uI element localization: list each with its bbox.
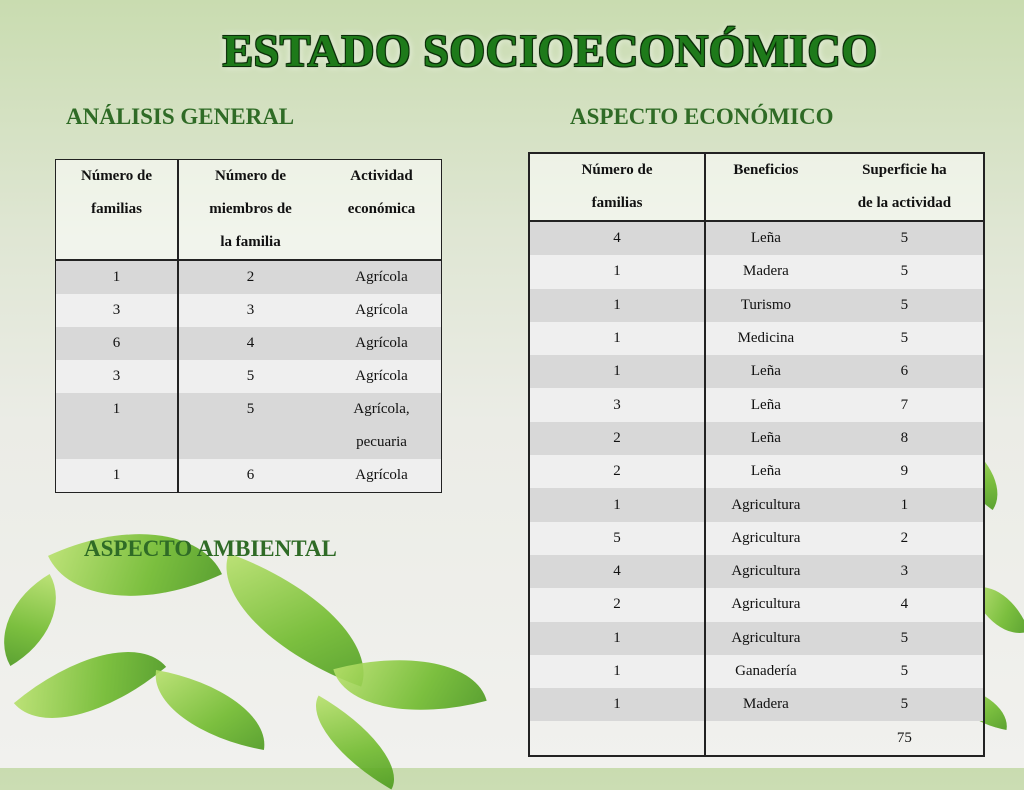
table-cell: 1 bbox=[56, 459, 179, 493]
table-row bbox=[529, 422, 984, 455]
table-cell: 4 bbox=[529, 555, 705, 588]
table-cell bbox=[705, 721, 826, 755]
table-cell: Leña bbox=[705, 388, 826, 421]
table-cell: Leña bbox=[705, 355, 826, 388]
table-cell: 8 bbox=[826, 422, 984, 455]
table-cell: 5 bbox=[826, 221, 984, 255]
table-cell: Agricultura bbox=[705, 488, 826, 521]
table-cell: Turismo bbox=[705, 289, 826, 322]
table-cell: 1 bbox=[529, 655, 705, 688]
table-cell: Agrícola bbox=[322, 260, 441, 294]
table-cell: 5 bbox=[529, 522, 705, 555]
leaf-decoration bbox=[48, 493, 222, 638]
table-row bbox=[56, 393, 442, 426]
section-title-economico: ASPECTO ECONÓMICO bbox=[570, 104, 834, 129]
table-cell: 1 bbox=[529, 255, 705, 288]
table-cell: 5 bbox=[826, 322, 984, 355]
table-cell: Agrícola bbox=[322, 360, 441, 393]
table-cell: 5 bbox=[178, 360, 322, 393]
table-cell: 5 bbox=[826, 289, 984, 322]
leaf-decoration bbox=[296, 696, 414, 790]
table-cell: 6 bbox=[826, 355, 984, 388]
table-cell: Madera bbox=[705, 255, 826, 288]
table-cell: Leña bbox=[705, 221, 826, 255]
table-cell: Agricultura bbox=[705, 588, 826, 621]
table-cell: 6 bbox=[56, 327, 179, 360]
table-cell: 3 bbox=[178, 294, 322, 327]
table-cell: Agrícola bbox=[322, 327, 441, 360]
table-cell: 1 bbox=[529, 355, 705, 388]
table-cell bbox=[56, 426, 179, 459]
header-cell: Número de familias bbox=[529, 153, 705, 221]
table-cell: 2 bbox=[178, 260, 322, 294]
table-row bbox=[529, 388, 984, 421]
header-cell: Número de familias bbox=[56, 160, 179, 261]
table-row bbox=[529, 488, 984, 521]
economic-table bbox=[528, 152, 985, 757]
table-cell: Agrícola bbox=[322, 294, 441, 327]
table-cell: 6 bbox=[178, 459, 322, 493]
table-cell: 9 bbox=[826, 455, 984, 488]
header-cell: Actividad económica bbox=[322, 160, 441, 261]
table-cell: 4 bbox=[826, 588, 984, 621]
table-row bbox=[529, 455, 984, 488]
table-cell: 5 bbox=[826, 688, 984, 721]
table-row bbox=[56, 294, 442, 327]
table-cell: 2 bbox=[826, 522, 984, 555]
table-cell: 5 bbox=[826, 655, 984, 688]
table-cell: 1 bbox=[826, 488, 984, 521]
table-header-row bbox=[56, 160, 442, 261]
table-cell: 3 bbox=[56, 294, 179, 327]
table-cell: 2 bbox=[529, 588, 705, 621]
table-cell: Leña bbox=[705, 455, 826, 488]
table-row bbox=[529, 255, 984, 288]
table-row bbox=[56, 260, 442, 294]
table-cell: 1 bbox=[56, 260, 179, 294]
table-row bbox=[529, 355, 984, 388]
table-row bbox=[529, 555, 984, 588]
leaf-decoration bbox=[0, 574, 80, 666]
total-row bbox=[529, 721, 984, 755]
slide-title: ESTADO SOCIOECONÓMICO bbox=[222, 25, 878, 76]
header-cell: Beneficios bbox=[705, 153, 826, 221]
table-row bbox=[56, 459, 442, 493]
table-row bbox=[56, 327, 442, 360]
table-cell: Agrícola bbox=[322, 459, 441, 493]
table-cell: Agrícola, bbox=[322, 393, 441, 426]
table-cell bbox=[178, 426, 322, 459]
table-cell: 1 bbox=[529, 622, 705, 655]
leaf-decoration bbox=[146, 670, 275, 750]
table-cell: 2 bbox=[529, 455, 705, 488]
table-cell: Agricultura bbox=[705, 622, 826, 655]
table-cell: 4 bbox=[529, 221, 705, 255]
table-cell: 5 bbox=[826, 622, 984, 655]
table-row bbox=[56, 426, 442, 459]
table-cell bbox=[529, 721, 705, 755]
table-row bbox=[529, 322, 984, 355]
table-cell: 7 bbox=[826, 388, 984, 421]
table-cell: 3 bbox=[826, 555, 984, 588]
table-cell: 3 bbox=[529, 388, 705, 421]
table-cell: pecuaria bbox=[322, 426, 441, 459]
table-row bbox=[529, 655, 984, 688]
table-cell: 2 bbox=[529, 422, 705, 455]
table-cell: 4 bbox=[178, 327, 322, 360]
table-row bbox=[529, 522, 984, 555]
total-value: 75 bbox=[896, 729, 912, 746]
general-table bbox=[55, 159, 442, 493]
table-cell: Madera bbox=[705, 688, 826, 721]
table-row bbox=[529, 588, 984, 621]
table-cell: 5 bbox=[826, 255, 984, 288]
table-cell: 1 bbox=[529, 688, 705, 721]
table-cell: 1 bbox=[529, 289, 705, 322]
table-cell: 1 bbox=[529, 322, 705, 355]
table-row bbox=[56, 360, 442, 393]
table-row bbox=[529, 289, 984, 322]
table-cell: Agricultura bbox=[705, 555, 826, 588]
table-cell: 1 bbox=[56, 393, 179, 426]
table-header-row bbox=[529, 153, 984, 221]
table-cell: Medicina bbox=[705, 322, 826, 355]
table-cell: Agricultura bbox=[705, 522, 826, 555]
section-title-ambiental: ASPECTO AMBIENTAL bbox=[84, 536, 337, 561]
table-row bbox=[529, 221, 984, 255]
table-cell: Leña bbox=[705, 422, 826, 455]
header-cell: Número de miembros de la familia bbox=[178, 160, 322, 261]
table-row bbox=[529, 688, 984, 721]
table-row bbox=[529, 622, 984, 655]
table-cell: 3 bbox=[56, 360, 179, 393]
table-cell: 1 bbox=[529, 488, 705, 521]
table-cell: 5 bbox=[178, 393, 322, 426]
table-cell: Ganadería bbox=[705, 655, 826, 688]
header-cell: Superficie ha de la actividad bbox=[826, 153, 984, 221]
section-title-general: ANÁLISIS GENERAL bbox=[66, 104, 295, 129]
